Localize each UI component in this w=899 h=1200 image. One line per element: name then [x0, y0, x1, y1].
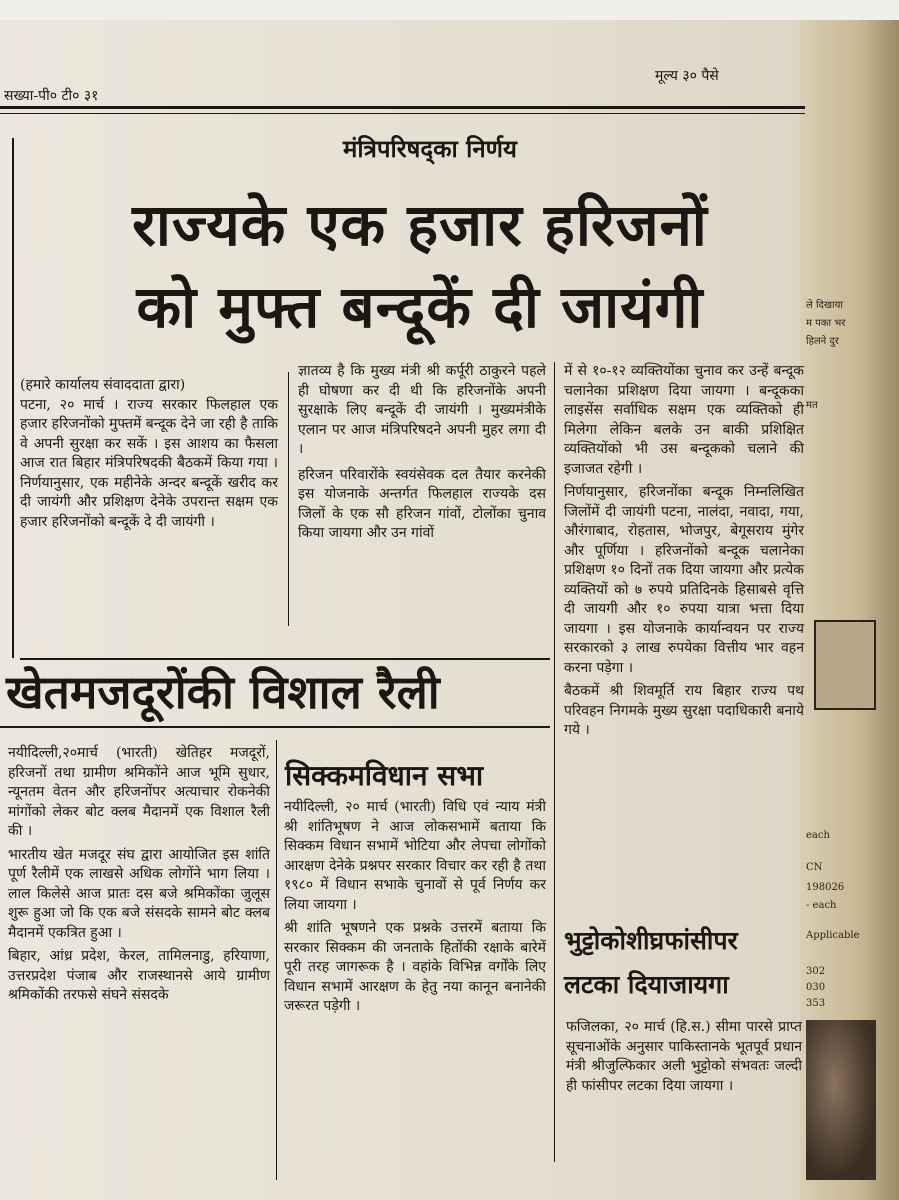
side-fragment: 198026	[806, 882, 845, 893]
lead-headline-line1: राज्यके एक हजार हरिजनों	[132, 191, 708, 259]
lead-byline: (हमारे कार्यालय संवाददाता द्वारा)	[20, 377, 186, 393]
rally-text-2: भारतीय खेत मजदूर संघ द्वारा आयोजित इस शांति पूर्ण रैलीमें एक लाखसे अधिक लोगोंने भाग लिया । लाल किलेसे आज प्रातः दस बजे श्रमिकोंका जुलूस शुरू हुआ जो कि एक बजे संसदके सामने बोट क्लब मैदानमें एकत्रित हुआ ।	[8, 846, 270, 941]
lead-col3-text-a: में से १०-१२ व्यक्तियोंका चुनाव कर उन्हें बन्दूक चलानेका प्रशिक्षण दिया जायगा । बन्दूकका लाइसेंस सर्वाधिक सक्षम एक व्यक्तिको ही मिलेगा लेकिन बलके उन बाकी प्रशिक्षित व्यक्तियोंको भी उस बन्दूकको चलाने की इजाजत रहेगी ।	[564, 363, 804, 477]
rally-column	[8, 744, 270, 1006]
side-fragment: हिलने दुर	[806, 336, 839, 347]
side-fragment: CN	[806, 862, 823, 873]
masthead-rule	[0, 106, 805, 109]
sikkim-headline: सिक्कमविधान सभा	[285, 759, 484, 792]
lead-column-2	[298, 362, 546, 544]
page-top-edge	[0, 0, 899, 20]
lead-col1-text: पटना, २० मार्च । राज्य सरकार फिलहाल एक हजार हरिजनोंको मुफ्तमें बन्दूक देने जा रही है ताकि वे अपनी सुरक्षा कर सकें । इस आशय का फैसला आज रात बिहार मंत्रिपरिषदकी बैठकमें किया गया । निर्णयानुसार, एक महीनेके अन्दर बन्दूकें खरीद कर दी जायंगी और प्रशिक्षण देनेके उपरान्त सक्षम एक हजार हरिजनोंको बन्दूकें दे दी जायंगी ।	[20, 396, 278, 530]
issue-number: सख्या-पी० टी० ३१	[4, 88, 99, 104]
column-rule	[288, 372, 289, 626]
bhutto-column	[566, 1018, 802, 1096]
lead-kicker: मंत्रिपरिषद्‌का निर्णय	[343, 134, 517, 163]
price: मूल्य ३० पैसे	[655, 68, 719, 84]
side-fragment: म पका भर	[806, 318, 846, 329]
column-rule	[276, 740, 277, 1180]
lead-col2-text-b: हरिजन परिवारोंके स्वयंसेवक दल तैयार करनेकी इस योजनाके अन्तर्गत फिलहाल राज्यके दस जिलों के एक सौ हरिजन गांवों, टोलोंका चुनाव किया जायगा और उन गांवों	[298, 466, 546, 541]
side-fragment: Applicable	[806, 930, 860, 941]
bhutto-headline-line1: भुट्टोकोशीघ्रफांसीपर	[564, 926, 738, 955]
lead-col3-text-c: बैठकमें श्री शिवमूर्ति राय बिहार राज्य पथ परिवहन निगमके मुख्य सुरक्षा पदाधिकारी बनाये गये ।	[564, 683, 804, 738]
emblem-image	[814, 620, 876, 710]
bhutto-headline-line2: लटका दियाजायगा	[564, 970, 729, 999]
side-fragment: 353	[806, 998, 826, 1009]
side-fragment: 302	[806, 966, 826, 977]
sikkim-text-2: श्री शांति भूषणने एक प्रश्नके उत्तरमें बताया कि सरकार सिक्कम की जनताके हितोंकी रक्षाके बारेमें पूरी तरह जागरूक है । वहांके विभिन्न वर्गोंके लिए विधान सभामें आरक्षण के हेतु नया कानून बनानेकी जरूरत पड़ेगी ।	[284, 920, 546, 1014]
side-fragment: - each	[806, 900, 837, 911]
section-rule	[0, 726, 550, 728]
lead-col2-text-a: ज्ञातव्य है कि मुख्य मंत्री श्री कर्पूरी ठाकुरने पहले ही घोषणा कर दी थी कि हरिजनोंके अपनी सुरक्षाके लिए बन्दूकें दी जायंगी । मुख्यमंत्रीके एलान पर आज मंत्रिपरिषदने अपनी मुहर लगा दी ।	[298, 363, 546, 457]
left-column-rule	[12, 138, 14, 658]
side-fragment: 030	[806, 982, 826, 993]
section-rule	[20, 658, 550, 660]
side-fragment: each	[806, 830, 830, 841]
sikkim-text-1: नयीदिल्ली, २० मार्च (भारती) विधि एवं न्याय मंत्री श्री शांतिभूषण ने आज लोकसभामें बताया कि सिक्कम विधान सभामें भोटिया और लेपचा लोगोंको आरक्षण देनेके प्रश्नपर सरकार विचार कर रही है तथा १९८० में विधान सभाके चुनावों से पूर्व निर्णय कर लिया जायगा ।	[284, 799, 546, 913]
rally-headline: खेतमजदूरोंकी विशाल रैली	[6, 665, 440, 719]
bhutto-text: फजिलका, २० मार्च (हि.स.) सीमा पारसे प्राप्त सूचनाओंके अनुसार पाकिस्तानके भूतपूर्व प्रधान मंत्री श्रीजुल्फिकार अली भुट्टोको संभवतः जल्दी ही फांसीपर लटका दिया जायगा ।	[566, 1019, 802, 1094]
masthead-rule-thin	[0, 113, 805, 114]
side-fragment: ले दिखाया	[806, 300, 844, 311]
sikkim-column	[284, 798, 546, 1017]
lead-col3-text-b: निर्णयानुसार, हरिजनोंका बन्दूक निम्नलिखित जिलोंमें दी जायंगी पटना, नालंदा, नवादा, गया, औरंगाबाद, रोहतास, भोजपुर, बेगूसराय मुंगेर और पूर्णिया । हरिजनोंको बन्दूक चलानेका प्रशिक्षण १० दिनों तक दिया जायगा और प्रत्येक व्यक्तियों को ७ रुपये प्रतिदिनके हिसाबसे वृत्ति दी जायगी और १० रुपया यात्रा भत्ता दिया जायगा । इस योजनाके कार्यान्वयन पर राज्य सरकारको ३ लाख रुपयेका वित्तीय भार वहन करना पड़ेगा ।	[564, 484, 804, 676]
side-fragment: मत	[806, 400, 818, 411]
portrait-photo	[806, 1020, 876, 1180]
rally-text-3: बिहार, आंध्र प्रदेश, केरल, तामिलनाडु, हरियाणा, उत्तरप्रदेश पंजाब और राजस्थानसे आये ग्रामीण श्रमिकोंकी तरफसे संघने संसदके	[8, 948, 270, 1003]
lead-headline-line2: को मुफ्त बन्दूकें दी जायंगी	[136, 273, 704, 341]
lead-column-3	[564, 362, 804, 741]
rally-text-1: नयीदिल्ली,२०मार्च (भारती) खेतिहर मजदूरों, हरिजनों तथा ग्रामीण श्रमिकोंने आज भूमि सुधार, न्यूनतम वेतन और हरिजनोंपर अत्याचार रोकनेकी मांगोंको लेकर बोट क्लब मैदानमें एक विशाल रैली की ।	[8, 745, 270, 839]
lead-column-1	[20, 376, 278, 532]
